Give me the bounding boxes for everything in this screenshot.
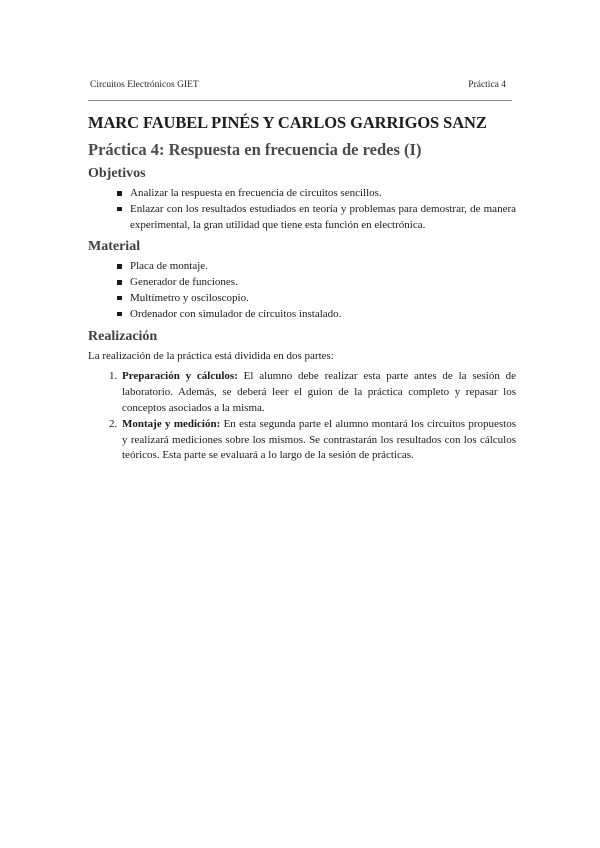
realizacion-intro: La realización de la práctica está dividida en dos partes: (88, 349, 334, 362)
realizacion-steps (88, 369, 516, 464)
list-item: Multímetro y osciloscopio. (118, 291, 516, 307)
page-header (88, 80, 512, 94)
header-practice: Práctica 4 (468, 80, 506, 90)
section-heading-objetivos: Objetivos (88, 166, 146, 181)
step-label: Montaje y medición: (122, 417, 221, 430)
list-item: Placa de montaje. (118, 259, 516, 275)
header-course: Circuitos Electrónicos GIET (90, 80, 199, 90)
list-item: Analizar la respuesta en frecuencia de circuitos sencillos. (118, 186, 516, 202)
list-item: Generador de funciones. (118, 275, 516, 291)
document-body (88, 113, 516, 464)
list-item: Enlazar con los resultados estudiados en teoría y problemas para demostrar, de manera experimental, la gran utilidad que tiene esta función en electrónica. (118, 202, 516, 234)
section-heading-material: Material (88, 239, 141, 255)
section-heading-realizacion: Realización (88, 328, 158, 344)
objetivos-list (88, 186, 516, 233)
list-item (120, 369, 516, 416)
header-divider (88, 100, 512, 101)
practice-title: Práctica 4: Respuesta en frecuencia de redes (I) (88, 140, 422, 159)
authors-heading: MARC FAUBEL PINÉS Y CARLOS GARRIGOS SANZ (88, 113, 487, 132)
material-list (88, 259, 516, 322)
list-item: Ordenador con simulador de circuitos instalado. (118, 307, 516, 323)
step-text: En esta segunda parte el alumno montará los circuitos propuestos y realizará mediciones sobre los mismos. Se contrastarán los resultados con los cálculos teóricos. Esta parte se evaluará a lo largo de la sesión de prácticas. (122, 417, 516, 462)
step-text: El alumno debe realizar esta parte antes de la sesión de laboratorio. Además, se deberá leer el guion de la práctica completo y repasar los conceptos asociados a la misma. (122, 370, 516, 414)
step-label: Preparación y cálculos: (122, 370, 238, 383)
list-item (120, 417, 516, 464)
